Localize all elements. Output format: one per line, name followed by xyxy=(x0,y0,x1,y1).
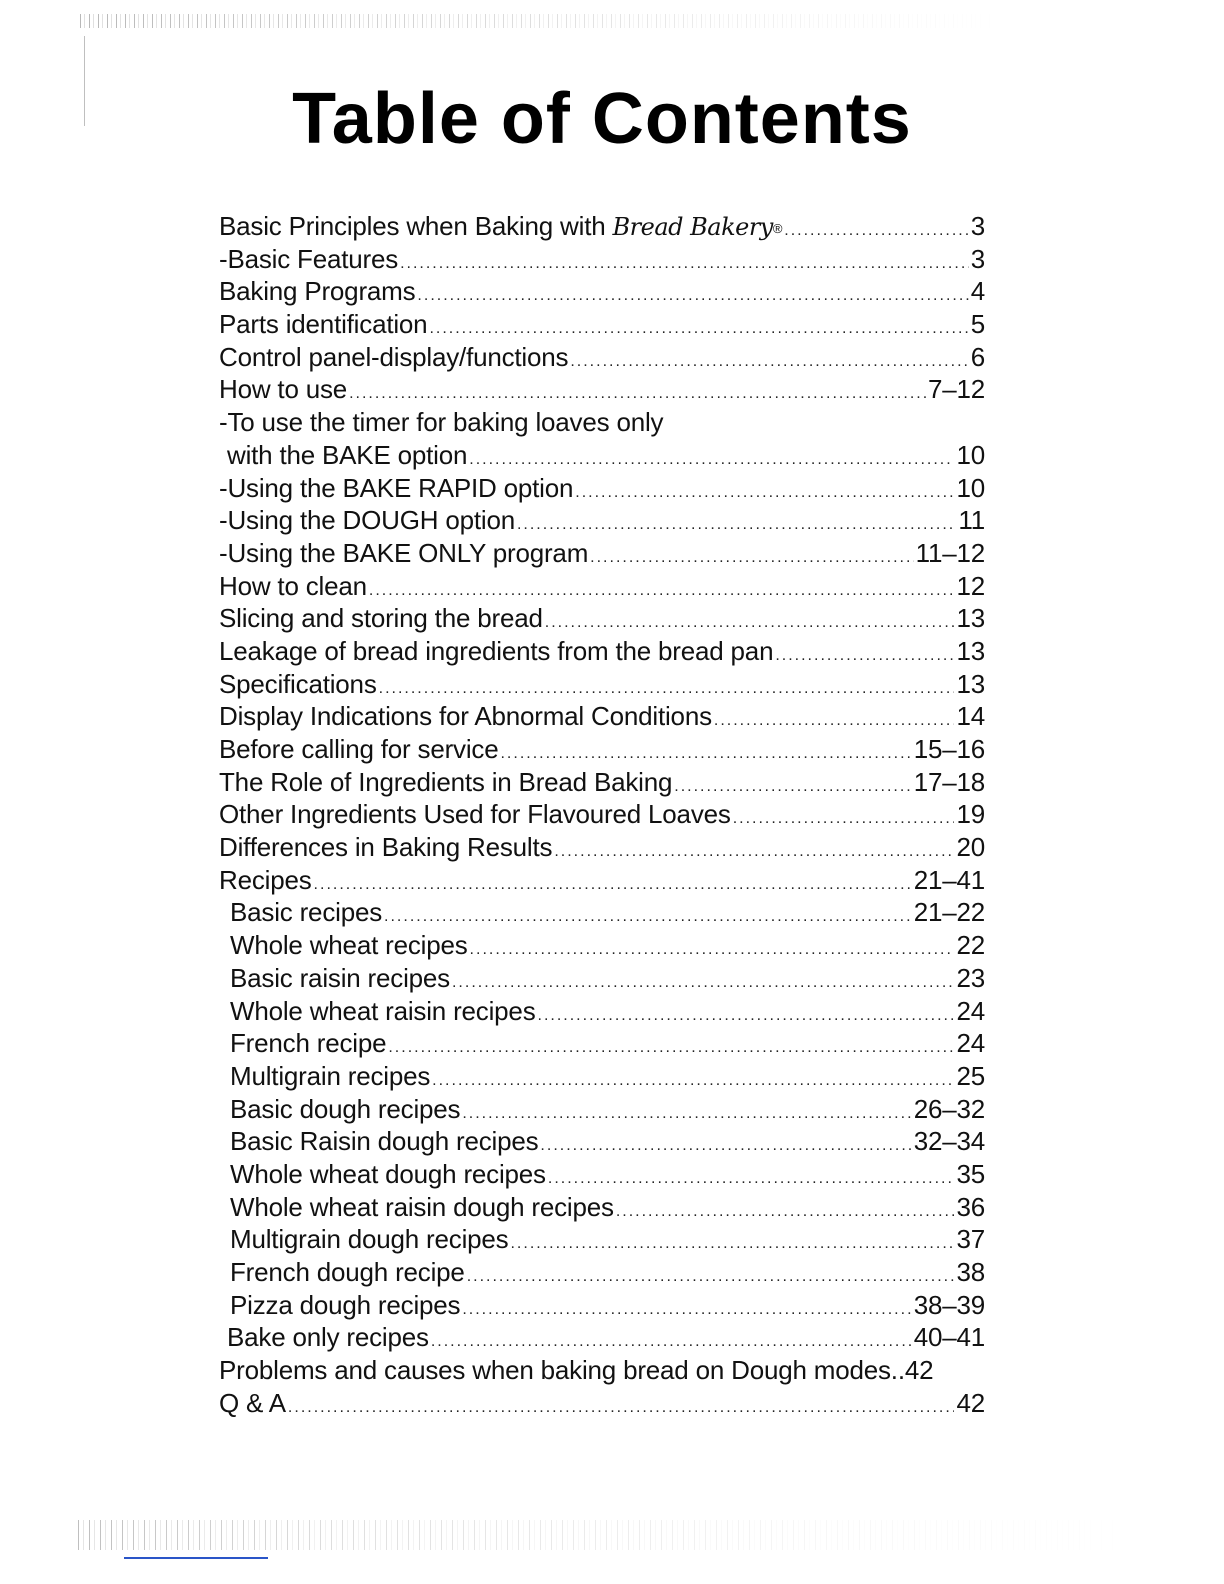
toc-entry-page: 40–41 xyxy=(913,1322,985,1353)
toc-entry xyxy=(219,1027,985,1060)
dot-leader xyxy=(775,640,954,673)
toc-entry-title: -Using the BAKE RAPID option xyxy=(219,472,574,503)
toc-entry-page: 21–22 xyxy=(913,897,985,928)
toc-entry xyxy=(219,472,985,505)
toc-entry-page: 42 xyxy=(956,1387,985,1418)
toc-entry-title: Whole wheat dough recipes xyxy=(230,1158,546,1189)
toc-entry xyxy=(219,1289,985,1322)
toc-entry xyxy=(219,831,985,864)
toc-entry-title: Slicing and storing the bread xyxy=(219,603,543,634)
toc-entry-page: 7–12 xyxy=(927,374,985,405)
page-title: Table of Contents xyxy=(292,79,912,159)
toc-entry xyxy=(219,1125,985,1158)
toc-entry-page: 38 xyxy=(956,1257,985,1287)
toc-entry-title: How to use xyxy=(219,374,348,405)
toc-entry xyxy=(219,243,985,276)
toc-entry-page: 4 xyxy=(970,276,985,307)
toc-entry xyxy=(219,1093,985,1126)
dot-leader xyxy=(388,1032,954,1065)
toc-entry-title: Differences in Baking Results xyxy=(219,832,553,863)
toc-entry xyxy=(219,962,985,995)
toc-entry-title: -Using the BAKE ONLY program xyxy=(219,537,589,568)
toc-entry xyxy=(219,1321,985,1354)
scan-noise-bottom xyxy=(78,1520,1138,1550)
toc-entry-page: 10 xyxy=(956,472,985,503)
toc-entry-title: Basic Raisin dough recipes xyxy=(230,1126,539,1157)
dot-leader xyxy=(510,1228,954,1261)
toc-entry xyxy=(219,668,985,701)
toc-entry-page: 36 xyxy=(956,1191,985,1222)
dot-leader xyxy=(538,1000,955,1033)
toc-entry xyxy=(219,275,985,308)
dot-leader xyxy=(554,836,954,869)
dot-leader xyxy=(590,542,913,575)
dot-leader xyxy=(784,215,968,248)
toc-entry xyxy=(219,766,985,799)
toc-entry-title: Q & A xyxy=(219,1387,286,1418)
scan-underline-mark xyxy=(124,1557,268,1559)
toc-entry xyxy=(219,1354,985,1387)
toc-entry xyxy=(219,1223,985,1256)
toc-entry-page: 17–18 xyxy=(913,766,985,797)
toc-entry-page: 21–41 xyxy=(913,864,985,895)
dot-leader xyxy=(400,248,969,281)
toc-entry-title: French recipe xyxy=(230,1028,387,1059)
toc-entry-page: 13 xyxy=(956,668,985,699)
toc-entry xyxy=(219,929,985,962)
toc-entry-title: How to clean xyxy=(219,570,367,601)
toc-entry-page: 32–34 xyxy=(913,1126,985,1157)
toc-entry-page: 3 xyxy=(970,211,985,241)
toc-entry-page: 13 xyxy=(956,603,985,634)
toc-entry-page: 13 xyxy=(956,635,985,666)
toc-entry xyxy=(219,373,985,406)
toc-entry-title: Control panel-display/functions xyxy=(219,341,569,372)
toc-entry xyxy=(219,864,985,897)
toc-entry-page: 22 xyxy=(956,930,985,961)
toc-entry-page: 10 xyxy=(956,439,985,470)
toc-entry xyxy=(219,1191,985,1224)
toc-entry-page: 26–32 xyxy=(913,1093,985,1124)
toc-entry-title: Whole wheat raisin recipes xyxy=(230,995,536,1026)
dot-leader xyxy=(462,1294,911,1327)
registered-mark: ® xyxy=(772,221,783,236)
toc-entry-page: 5 xyxy=(970,309,985,340)
toc-entry-title: Leakage of bread ingredients from the bread pan xyxy=(219,635,774,666)
toc-entry-page: 38–39 xyxy=(913,1289,985,1320)
toc-entry xyxy=(219,341,985,374)
toc-entry xyxy=(219,798,985,831)
toc-entry-title: French dough recipe xyxy=(230,1257,465,1287)
dot-leader xyxy=(616,1196,955,1229)
toc-entry-title: -To use the timer for baking loaves only xyxy=(219,407,664,438)
toc-entry-page: 11–12 xyxy=(915,537,985,568)
dot-leader xyxy=(467,1261,955,1294)
toc-entry-page: 14 xyxy=(956,701,985,732)
toc-entry-title: Display Indications for Abnormal Conditions xyxy=(219,701,712,732)
dot-leader xyxy=(432,1065,954,1098)
toc-entry-title: Problems and causes when baking bread on Dough modes.. xyxy=(219,1355,905,1386)
toc-entry-title: Specifications xyxy=(219,668,377,699)
toc-entry xyxy=(219,700,985,733)
toc-entry xyxy=(219,635,985,668)
dot-leader xyxy=(570,346,968,379)
toc-entry-page: 25 xyxy=(956,1060,985,1091)
toc-entry-page: 24 xyxy=(956,1028,985,1059)
dot-leader xyxy=(288,1392,955,1425)
toc-entry-page: 24 xyxy=(956,995,985,1026)
toc-entry xyxy=(219,504,985,537)
toc-entry xyxy=(219,1387,985,1420)
toc-entry-title: Before calling for service xyxy=(219,734,499,764)
toc-entry xyxy=(219,995,985,1028)
toc-entry-text: Basic Principles when Baking with xyxy=(219,211,606,241)
toc-entry-title: Basic raisin recipes xyxy=(230,962,450,993)
toc-entry xyxy=(219,1158,985,1191)
toc-entry-title: Bake only recipes xyxy=(227,1322,429,1353)
toc-entry-title xyxy=(219,210,782,246)
toc-entry xyxy=(219,1256,985,1289)
toc-entry xyxy=(219,733,985,766)
dot-leader xyxy=(575,477,954,510)
toc-entry-title: Whole wheat recipes xyxy=(230,930,468,961)
toc-entry-title: Whole wheat raisin dough recipes xyxy=(230,1191,614,1222)
toc-entry xyxy=(219,570,985,603)
toc-entry xyxy=(219,537,985,570)
dot-leader xyxy=(470,934,955,967)
dot-leader xyxy=(733,803,955,836)
dot-leader xyxy=(314,869,912,902)
toc-entry-title: Pizza dough recipes xyxy=(230,1289,461,1320)
toc-entry-title: The Role of Ingredients in Bread Baking xyxy=(219,766,673,797)
toc-entry-title: Multigrain recipes xyxy=(230,1060,431,1091)
scan-noise-top xyxy=(80,14,1000,28)
brand-logo-text: Bread Bakery xyxy=(612,213,773,241)
toc-entry-title: Basic dough recipes xyxy=(230,1093,461,1124)
dot-leader xyxy=(540,1130,911,1163)
toc-entry-title: Multigrain dough recipes xyxy=(230,1224,509,1255)
toc-entry xyxy=(219,1060,985,1093)
toc-entry-basic-principles xyxy=(219,210,985,243)
toc-entry-page: 35 xyxy=(956,1158,985,1189)
toc-entry-page: 42 xyxy=(904,1355,934,1386)
toc-entry-title: Parts identification xyxy=(219,309,428,340)
toc-entry xyxy=(219,308,985,341)
toc-entry-page: 15–16 xyxy=(913,734,985,764)
toc-entry-page: 6 xyxy=(970,341,985,372)
toc-entry xyxy=(219,896,985,929)
toc-entry-title: with the BAKE option xyxy=(227,439,468,470)
toc-entry-page: 37 xyxy=(956,1224,985,1255)
toc-entry-page: 19 xyxy=(956,799,985,830)
toc-entry-title: -Basic Features xyxy=(219,243,399,274)
toc-entry-title: -Using the DOUGH option xyxy=(219,505,515,536)
toc-entry-page: 3 xyxy=(970,243,985,274)
toc-entry-title: Baking Programs xyxy=(219,276,416,307)
toc-entry-page: 11 xyxy=(958,505,985,536)
toc-entry-page: 23 xyxy=(956,962,985,993)
dot-leader xyxy=(417,280,968,313)
toc-entry-title: Other Ingredients Used for Flavoured Loaves xyxy=(219,799,731,830)
table-of-contents xyxy=(219,210,985,1419)
toc-entry xyxy=(219,602,985,635)
toc-entry-title: Basic recipes xyxy=(230,897,383,928)
toc-entry-page: 12 xyxy=(956,570,985,601)
toc-entry xyxy=(219,439,985,472)
toc-entry-title: Recipes xyxy=(219,864,312,895)
toc-entry-page: 20 xyxy=(956,832,985,863)
